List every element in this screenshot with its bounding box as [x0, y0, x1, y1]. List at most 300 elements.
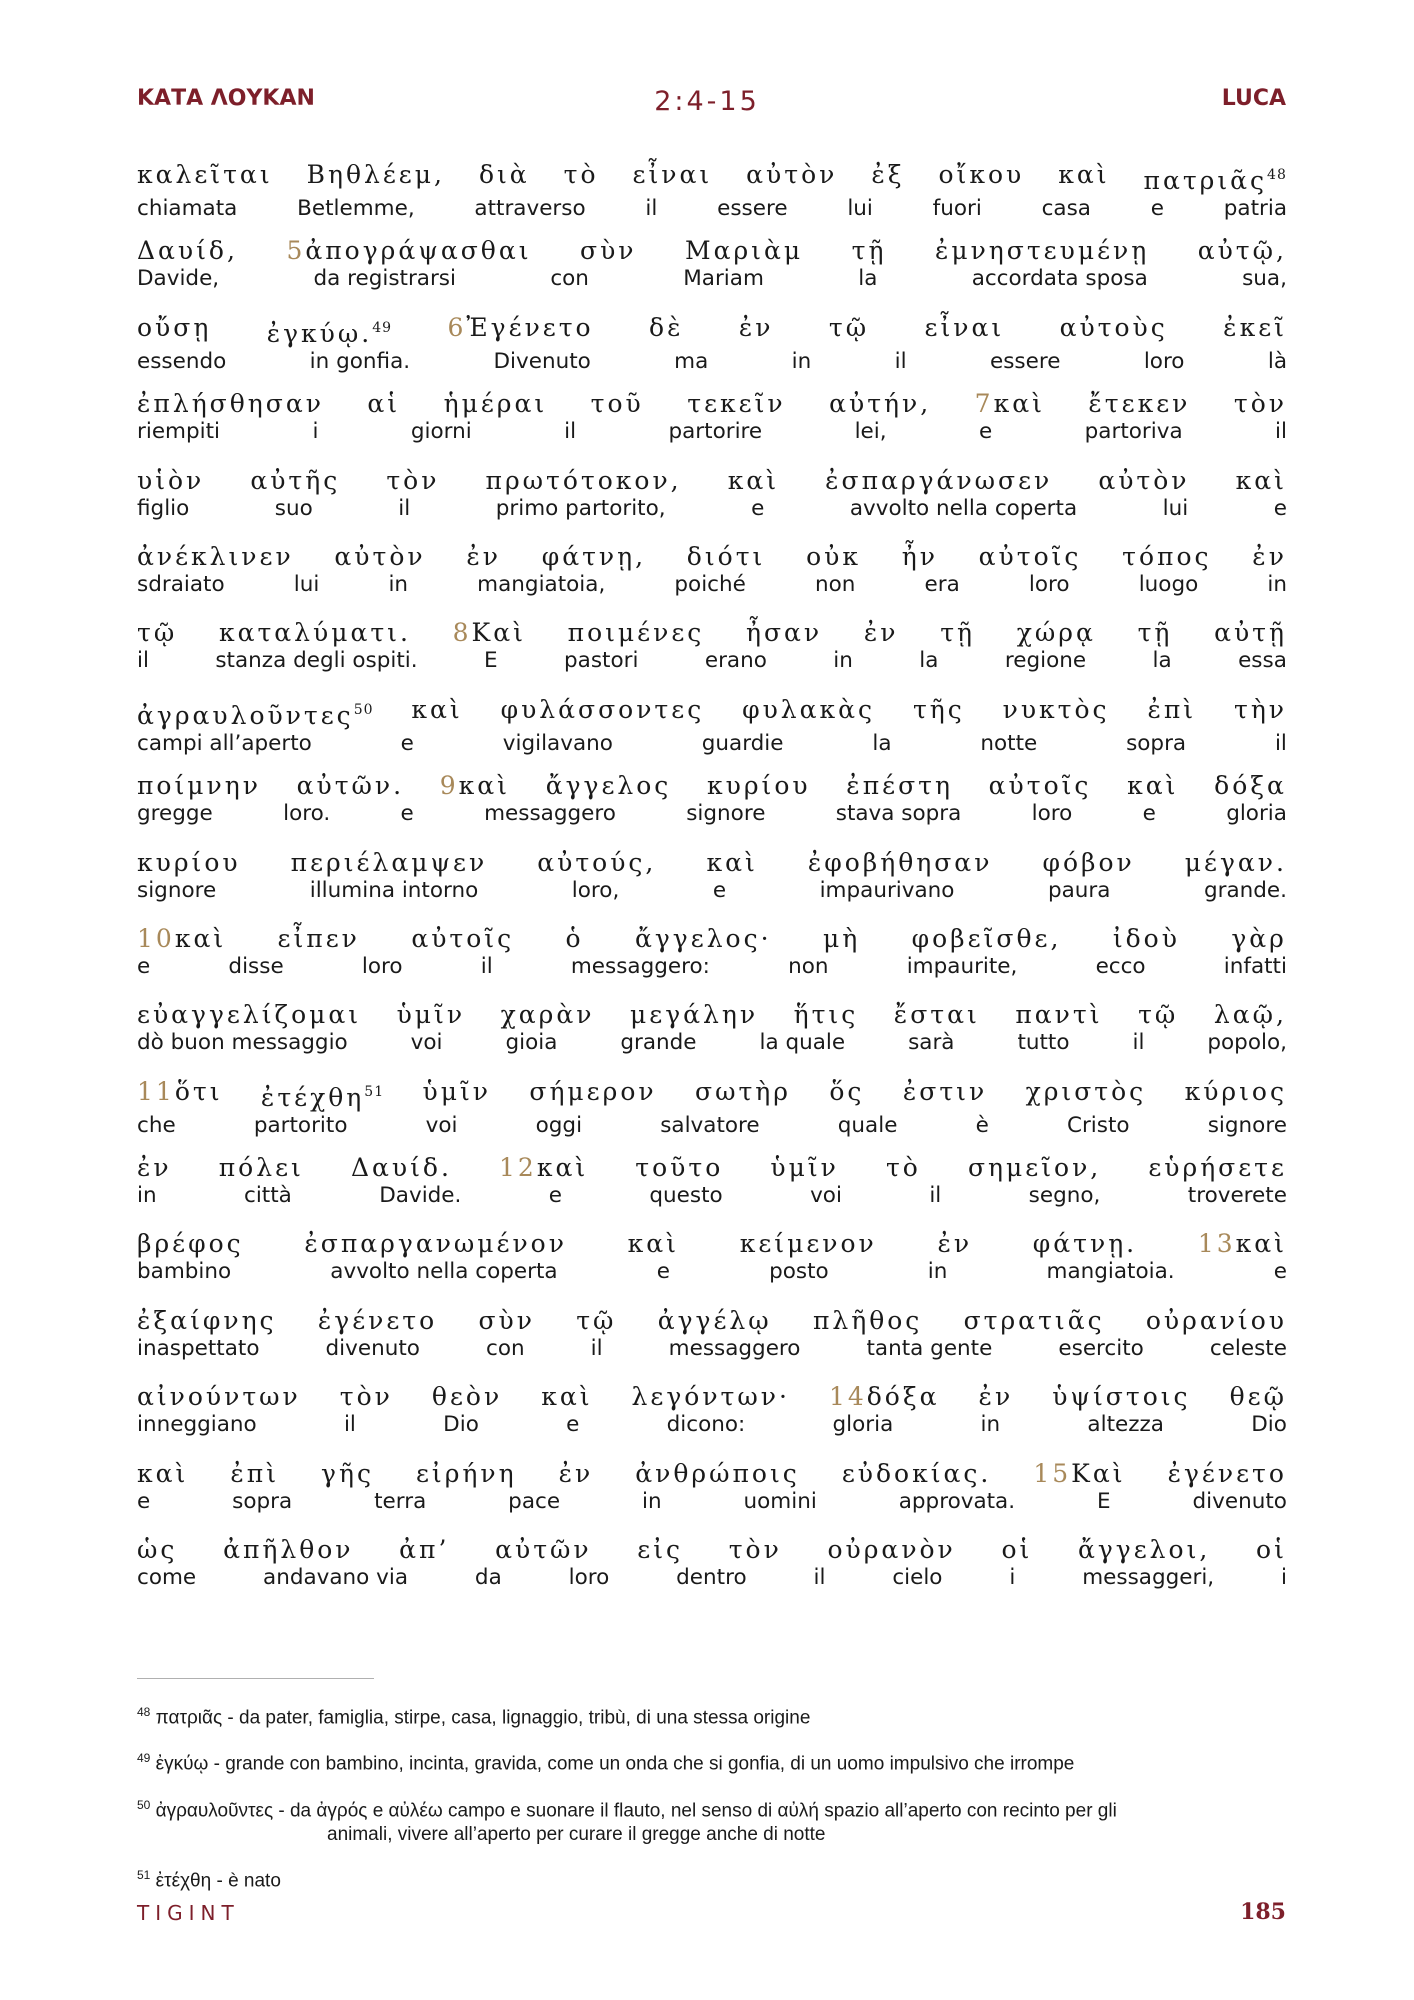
italian-word: impaurivano — [819, 877, 955, 903]
italian-word: attraverso — [474, 196, 586, 221]
verse-number: 12 — [499, 1153, 537, 1183]
italian-word: loro — [1143, 348, 1185, 374]
footnote-marker[interactable]: 50 — [353, 701, 374, 718]
italian-word: il — [398, 495, 411, 521]
italian-word: Divenuto — [493, 348, 591, 374]
greek-word: κυρίου — [707, 771, 811, 801]
greek-word: Βηθλέεμ, — [306, 160, 445, 189]
greek-word: ἦν — [901, 541, 938, 571]
italian-word: lui — [847, 196, 873, 221]
italian-word: patria — [1223, 196, 1287, 221]
greek-word: τόπος — [1122, 541, 1212, 571]
greek-word: αὐτοὺς — [1059, 312, 1168, 342]
italian-word: là — [1267, 348, 1287, 374]
greek-word: στρατιᾶς — [963, 1305, 1105, 1335]
italian-word: dicono: — [666, 1412, 746, 1438]
interlinear-line — [137, 466, 1287, 542]
greek-word: χριστὸς — [1025, 1076, 1147, 1106]
italian-word: era — [924, 571, 960, 597]
italian-word: infatti — [1223, 953, 1287, 979]
greek-word: θεὸν — [431, 1382, 503, 1412]
italian-word: uomini — [743, 1488, 817, 1514]
italian-word: essendo — [137, 348, 227, 374]
greek-word: θεῷ — [1229, 1382, 1287, 1412]
greek-row — [137, 1306, 1287, 1336]
italian-word: il — [480, 953, 493, 979]
greek-word: οἱ — [1256, 1535, 1287, 1565]
verse-number: 11 — [137, 1076, 175, 1106]
italian-word: e — [1273, 1259, 1287, 1285]
greek-word: αὐτῶν. — [296, 771, 405, 801]
greek-word: αὐτῇ — [1214, 618, 1287, 648]
interlinear-line — [137, 1229, 1287, 1305]
greek-word: πρωτότοκον, — [485, 465, 682, 495]
italian-row — [137, 1412, 1287, 1438]
greek-word: ἀγγέλῳ — [657, 1305, 772, 1335]
italian-word: e — [656, 1259, 670, 1285]
greek-word: κύριος — [1184, 1076, 1287, 1106]
footnote-text: ἐτέχθη - è nato — [150, 1870, 281, 1892]
italian-word: dò buon messaggio — [137, 1030, 348, 1056]
italian-word: Davide. — [379, 1183, 462, 1209]
greek-word: αἱ — [367, 389, 401, 419]
italian-word: mangiatoia, — [477, 571, 606, 597]
italian-word: essa — [1238, 648, 1287, 674]
footnote-text: ἀγραυλοῦντες - da ἀγρός e αὐλέω campo e suonare il flauto, nel senso di αὐλή spazio all’aperto con recinto per gli — [150, 1799, 1117, 1821]
italian-word: e — [1150, 196, 1164, 221]
greek-word: μεγάλην — [630, 1000, 759, 1030]
italian-word: impaurite, — [906, 953, 1018, 979]
greek-word: πατριᾶς$^{48}$ — [1143, 166, 1287, 195]
italian-word: gloria — [1226, 801, 1287, 827]
greek-word: αὐτοῖς — [978, 541, 1082, 571]
greek-word: ἰδοὺ — [1112, 923, 1180, 953]
italian-word: il — [590, 1335, 603, 1361]
greek-word: ἐσπαργανωμένον — [304, 1229, 567, 1259]
italian-word: disse — [228, 953, 284, 979]
greek-word: ἥτις — [793, 1000, 859, 1030]
italian-word: il — [645, 196, 658, 221]
italian-word: salvatore — [660, 1112, 760, 1138]
greek-word: ἐπλήσθησαν — [137, 389, 324, 419]
greek-word: εἰρήνη — [415, 1458, 517, 1488]
italian-word: altezza — [1087, 1412, 1164, 1438]
italian-word: divenuto — [325, 1335, 420, 1361]
italian-word: la quale — [759, 1030, 846, 1056]
greek-word: εἶναι — [632, 160, 713, 189]
greek-word: καλεῖται — [137, 160, 273, 189]
italian-word: voi — [425, 1112, 458, 1138]
interlinear-line — [137, 1000, 1287, 1076]
greek-word: ἐκεῖ — [1223, 312, 1287, 342]
greek-row — [137, 1153, 1287, 1183]
greek-word: διότι — [686, 541, 766, 571]
italian-word: e — [400, 801, 414, 827]
italian-word: inaspettato — [137, 1335, 260, 1361]
greek-word: αὐτῆς — [250, 465, 341, 495]
italian-word: essere — [717, 196, 788, 221]
greek-word: καὶ — [1127, 771, 1179, 801]
greek-word: φυλάσσοντες — [500, 694, 705, 724]
italian-word: e — [137, 953, 151, 979]
footnote-continuation: animali, vivere all’aperto per curare il gregge anche di notte — [327, 1823, 826, 1845]
italian-word: ecco — [1095, 953, 1146, 979]
italian-word: grande. — [1203, 877, 1287, 903]
greek-word: ἀνέκλινεν — [137, 541, 294, 571]
greek-word: τὴν — [1233, 694, 1287, 724]
interlinear-line — [137, 1459, 1287, 1535]
italian-row — [137, 1113, 1287, 1139]
greek-word: τοῦτο — [635, 1153, 724, 1183]
greek-word: οἴκου — [938, 160, 1025, 189]
italian-word: loro. — [283, 801, 331, 827]
italian-word: in gonfia. — [309, 348, 411, 374]
italian-word: il — [1275, 419, 1287, 445]
italian-row — [137, 1336, 1287, 1362]
italian-word: che — [137, 1112, 176, 1138]
greek-row — [137, 771, 1287, 801]
greek-word: φάτνῃ. — [1032, 1229, 1138, 1259]
verse-number: 14 — [828, 1382, 867, 1412]
footnote-number: 50 — [137, 1797, 151, 1812]
greek-word: ἐν — [738, 312, 774, 342]
italian-word: il — [894, 348, 907, 374]
italian-word: illumina intorno — [309, 877, 479, 903]
verse-number: 8 — [452, 618, 472, 648]
greek-word: τῷ — [1138, 1000, 1179, 1030]
greek-word: ὑμῖν — [396, 1000, 466, 1030]
greek-word: διὰ — [478, 160, 530, 189]
interlinear-line — [137, 313, 1287, 389]
italian-word: voi — [410, 1030, 443, 1056]
greek-word: οὐρανὸν — [827, 1535, 956, 1565]
footnote — [137, 1746, 1287, 1776]
greek-word: λεγόντων· — [631, 1382, 790, 1412]
italian-word: sua, — [1242, 266, 1287, 292]
italian-word: loro — [568, 1565, 610, 1591]
greek-word: ἀγραυλοῦντες$^{50}$ — [137, 700, 374, 730]
italian-word: signore — [1207, 1112, 1287, 1138]
greek-word: ἐπὶ — [1147, 694, 1197, 724]
greek-word: καὶ — [1235, 465, 1287, 495]
greek-word: αὐτῷ, — [1197, 236, 1287, 266]
italian-word: loro — [361, 953, 403, 979]
interlinear-line — [137, 542, 1287, 618]
greek-row — [137, 1382, 1287, 1412]
italian-word: chiamata — [137, 196, 238, 221]
verse-number: 5 — [286, 236, 306, 266]
italian-word: paura — [1047, 877, 1111, 903]
greek-word: ἐν — [1252, 541, 1287, 571]
italian-word: la — [1152, 648, 1172, 674]
italian-word: il — [137, 648, 149, 674]
running-title-greek: ΚΑΤΑ ΛΟΥΚΑΝ — [137, 86, 315, 111]
greek-word: σὺν — [580, 236, 637, 266]
greek-word: βρέφος — [137, 1229, 244, 1259]
running-title-italian: LUCA — [1221, 86, 1286, 111]
italian-word: posto — [769, 1259, 829, 1285]
italian-row — [137, 1183, 1287, 1209]
italian-word: stanza degli ospiti. — [215, 648, 418, 674]
greek-word: τὸν — [386, 465, 440, 495]
italian-word: partoriva — [1084, 419, 1183, 445]
greek-word: μέγαν. — [1184, 847, 1287, 877]
italian-word: casa — [1041, 196, 1091, 221]
greek-word: καὶ — [706, 847, 758, 877]
italian-word: E — [484, 648, 498, 674]
interlinear-line — [137, 1535, 1287, 1611]
footnote — [137, 1700, 1287, 1730]
italian-word: i — [312, 419, 319, 445]
greek-word: ἐξ — [871, 160, 905, 189]
italian-word: lui — [293, 571, 320, 597]
italian-word: voi — [810, 1183, 842, 1209]
footnote-text: πατριᾶς - da pater, famiglia, stirpe, casa, lignaggio, tribù, di una stessa origine — [150, 1707, 811, 1729]
italian-word: lei, — [854, 419, 887, 445]
italian-word: vigilavano — [502, 730, 613, 756]
greek-word: καὶ — [1058, 160, 1110, 189]
italian-row — [137, 801, 1287, 827]
greek-word: ἐγένετο — [317, 1305, 438, 1335]
italian-word: città — [244, 1183, 292, 1209]
greek-word: ἐν — [466, 541, 501, 571]
italian-word: erano — [704, 648, 767, 674]
italian-word: sopra — [1126, 730, 1187, 756]
italian-word: luogo — [1138, 571, 1199, 597]
italian-word: gloria — [832, 1412, 894, 1438]
greek-word: χώρᾳ — [1016, 618, 1096, 648]
greek-word: εἰς — [637, 1535, 684, 1565]
greek-word: 11ὅτι — [137, 1076, 223, 1106]
italian-word: terra — [374, 1488, 427, 1514]
greek-word: κείμενον — [739, 1229, 877, 1259]
greek-word: σημεῖον, — [967, 1153, 1102, 1183]
greek-word: πόλει — [218, 1153, 304, 1183]
italian-row — [137, 419, 1287, 445]
greek-word: ὑψίστοις — [1052, 1382, 1191, 1412]
footnote-marker[interactable]: 51 — [364, 1083, 385, 1100]
italian-word: messaggeri, — [1082, 1565, 1215, 1591]
greek-word: φοβεῖσθε, — [911, 923, 1062, 953]
greek-word: ἔσται — [893, 1000, 980, 1030]
greek-word: σήμερον — [529, 1076, 657, 1106]
italian-word: notte — [980, 730, 1038, 756]
italian-word: approvata. — [898, 1488, 1016, 1514]
interlinear-line — [137, 236, 1287, 312]
greek-word: αὐτὸν — [1098, 465, 1190, 495]
footnote-text: ἐγκύῳ - grande con bambino, incinta, gravida, come un onda che si gonfia, di un uomo impulsivo che irrompe — [150, 1753, 1075, 1775]
greek-word: καὶ — [727, 465, 780, 495]
italian-word: i — [1009, 1565, 1016, 1591]
greek-word: οὐκ — [806, 541, 861, 571]
greek-word: ἐτέχθη$^{51}$ — [260, 1082, 385, 1112]
interlinear-line — [137, 848, 1287, 924]
greek-word: ἦσαν — [746, 618, 823, 648]
greek-word: ἐν — [978, 1382, 1014, 1412]
greek-word: 10καὶ — [137, 923, 227, 953]
greek-word: γῆς — [321, 1458, 374, 1488]
italian-row — [137, 196, 1287, 222]
italian-word: in — [927, 1259, 948, 1285]
footnote — [137, 1793, 1287, 1847]
italian-word: esercito — [1058, 1335, 1144, 1361]
interlinear-line — [137, 771, 1287, 847]
italian-word: in — [833, 648, 853, 674]
greek-word: κυρίου — [137, 847, 241, 877]
italian-word: quale — [837, 1112, 898, 1138]
greek-row — [137, 1459, 1287, 1489]
greek-word: ἀπ’ — [399, 1535, 450, 1565]
italian-word: Cristo — [1066, 1112, 1130, 1138]
greek-word: ἐν — [937, 1229, 973, 1259]
greek-word: 15Καὶ — [1033, 1458, 1126, 1488]
verse-number: 9 — [439, 771, 459, 801]
italian-word: i — [1281, 1565, 1287, 1591]
greek-word: λαῷ, — [1213, 1000, 1287, 1030]
italian-word: è — [975, 1112, 989, 1138]
interlinear-line — [137, 1153, 1287, 1229]
greek-word: ἀπῆλθον — [223, 1535, 354, 1565]
footnote-marker[interactable]: 48 — [1267, 167, 1287, 183]
italian-word: stava sopra — [835, 801, 962, 827]
italian-word: da — [474, 1565, 502, 1591]
italian-word: troverete — [1187, 1183, 1287, 1209]
greek-word: τεκεῖν — [687, 389, 786, 419]
italian-word: il — [564, 419, 577, 445]
greek-word: καταλύματι. — [218, 618, 411, 648]
greek-word: ὡς — [137, 1535, 178, 1565]
italian-word: giorni — [410, 419, 472, 445]
italian-word: e — [751, 495, 765, 521]
verse-number: 6 — [447, 312, 467, 342]
verse-number: 10 — [137, 923, 175, 953]
italian-word: la — [858, 266, 878, 292]
footnotes — [137, 1700, 1287, 1909]
italian-word: gioia — [505, 1030, 558, 1056]
chapter-verse-range: 2:4-15 — [654, 86, 760, 117]
greek-word: οὔσῃ — [137, 312, 212, 342]
italian-word: Mariam — [683, 266, 764, 292]
greek-word: αὐτοῖς — [411, 923, 515, 953]
greek-word: 6Ἐγένετο — [447, 312, 594, 342]
greek-word: εὑρήσετε — [1148, 1153, 1287, 1183]
greek-word: αὐτὸν — [334, 541, 426, 571]
italian-word: guardie — [701, 730, 784, 756]
greek-word: υἱὸν — [137, 465, 205, 495]
italian-word: e — [1142, 801, 1156, 827]
italian-row — [137, 572, 1287, 598]
interlinear-line — [137, 695, 1287, 771]
greek-word: ἐξαίφνης — [137, 1305, 277, 1335]
greek-word: ἐφοβήθησαν — [807, 847, 993, 877]
greek-word: 12καὶ — [499, 1153, 589, 1183]
italian-word: riempiti — [137, 419, 221, 445]
italian-word: lui — [1162, 495, 1189, 521]
greek-word: ὅς — [829, 1076, 865, 1106]
footnote — [137, 1863, 1287, 1893]
italian-word: cielo — [892, 1565, 943, 1591]
italian-word: Dio — [1251, 1412, 1287, 1438]
greek-word: ἡμέραι — [443, 389, 548, 419]
italian-word: figlio — [137, 495, 190, 521]
greek-word: 14δόξα — [828, 1382, 940, 1412]
italian-word: signore — [137, 877, 217, 903]
greek-word: εἶναι — [924, 312, 1005, 342]
italian-word: messaggero — [484, 801, 616, 827]
greek-word: τῷ — [828, 312, 870, 342]
italian-word: grande — [620, 1030, 697, 1056]
greek-word: ποίμνην — [137, 771, 261, 801]
italian-row — [137, 731, 1287, 757]
greek-word: οὐρανίου — [1145, 1305, 1287, 1335]
greek-word: δὲ — [649, 312, 684, 342]
italian-word: con — [550, 266, 589, 292]
footnote-divider — [137, 1678, 374, 1679]
italian-row — [137, 349, 1287, 375]
italian-row — [137, 1030, 1287, 1056]
greek-word: τῇ — [940, 618, 975, 648]
italian-word: messaggero: — [570, 953, 710, 979]
italian-word: tanta gente — [866, 1335, 993, 1361]
italian-word: pace — [508, 1488, 561, 1514]
italian-word: in — [980, 1412, 1001, 1438]
italian-word: loro — [1031, 801, 1073, 827]
italian-word: E — [1097, 1488, 1111, 1514]
italian-word: il — [1132, 1030, 1145, 1056]
italian-word: la — [872, 730, 892, 756]
greek-word: φόβον — [1042, 847, 1135, 877]
greek-word: αἰνούντων — [137, 1382, 301, 1412]
italian-word: dentro — [676, 1565, 747, 1591]
greek-word: καὶ — [411, 694, 463, 724]
italian-word: tutto — [1017, 1030, 1070, 1056]
italian-word: accordata sposa — [971, 266, 1148, 292]
greek-word: αὐτοῖς — [988, 771, 1092, 801]
greek-word: 5ἀπογράψασθαι — [286, 236, 532, 266]
italian-word: e — [566, 1412, 580, 1438]
greek-row — [137, 313, 1287, 349]
greek-word: 13καὶ — [1197, 1229, 1287, 1259]
italian-word: andavano via — [263, 1565, 409, 1591]
greek-word: Δαυίδ, — [137, 236, 238, 266]
footnote-marker[interactable]: 49 — [372, 319, 393, 336]
greek-word: ἐν — [137, 1153, 172, 1183]
italian-word: divenuto — [1192, 1488, 1287, 1514]
italian-word: celeste — [1209, 1335, 1287, 1361]
italian-word: avvolto nella coperta — [330, 1259, 558, 1285]
greek-row — [137, 1000, 1287, 1030]
greek-word: Δαυίδ. — [350, 1153, 452, 1183]
italian-word: questo — [649, 1183, 723, 1209]
greek-word: αὐτὸν — [746, 160, 838, 189]
italian-word: poiché — [674, 571, 746, 597]
greek-word: ἐγένετο — [1167, 1458, 1287, 1488]
greek-word: ἐστιν — [902, 1076, 988, 1106]
italian-word: in — [388, 571, 409, 597]
italian-word: segno, — [1028, 1183, 1101, 1209]
greek-word: ἔτεκεν — [1088, 389, 1191, 419]
verse-number: 13 — [1197, 1229, 1236, 1259]
greek-word: δόξα — [1214, 771, 1287, 801]
italian-word: e — [712, 877, 727, 903]
italian-row — [137, 266, 1287, 292]
interlinear-line — [137, 618, 1287, 694]
greek-word: ποιμένες — [567, 618, 705, 648]
greek-word: μὴ — [822, 923, 861, 953]
interlinear-line — [137, 160, 1287, 236]
verse-number: 7 — [974, 389, 994, 419]
interlinear-line — [137, 1306, 1287, 1382]
